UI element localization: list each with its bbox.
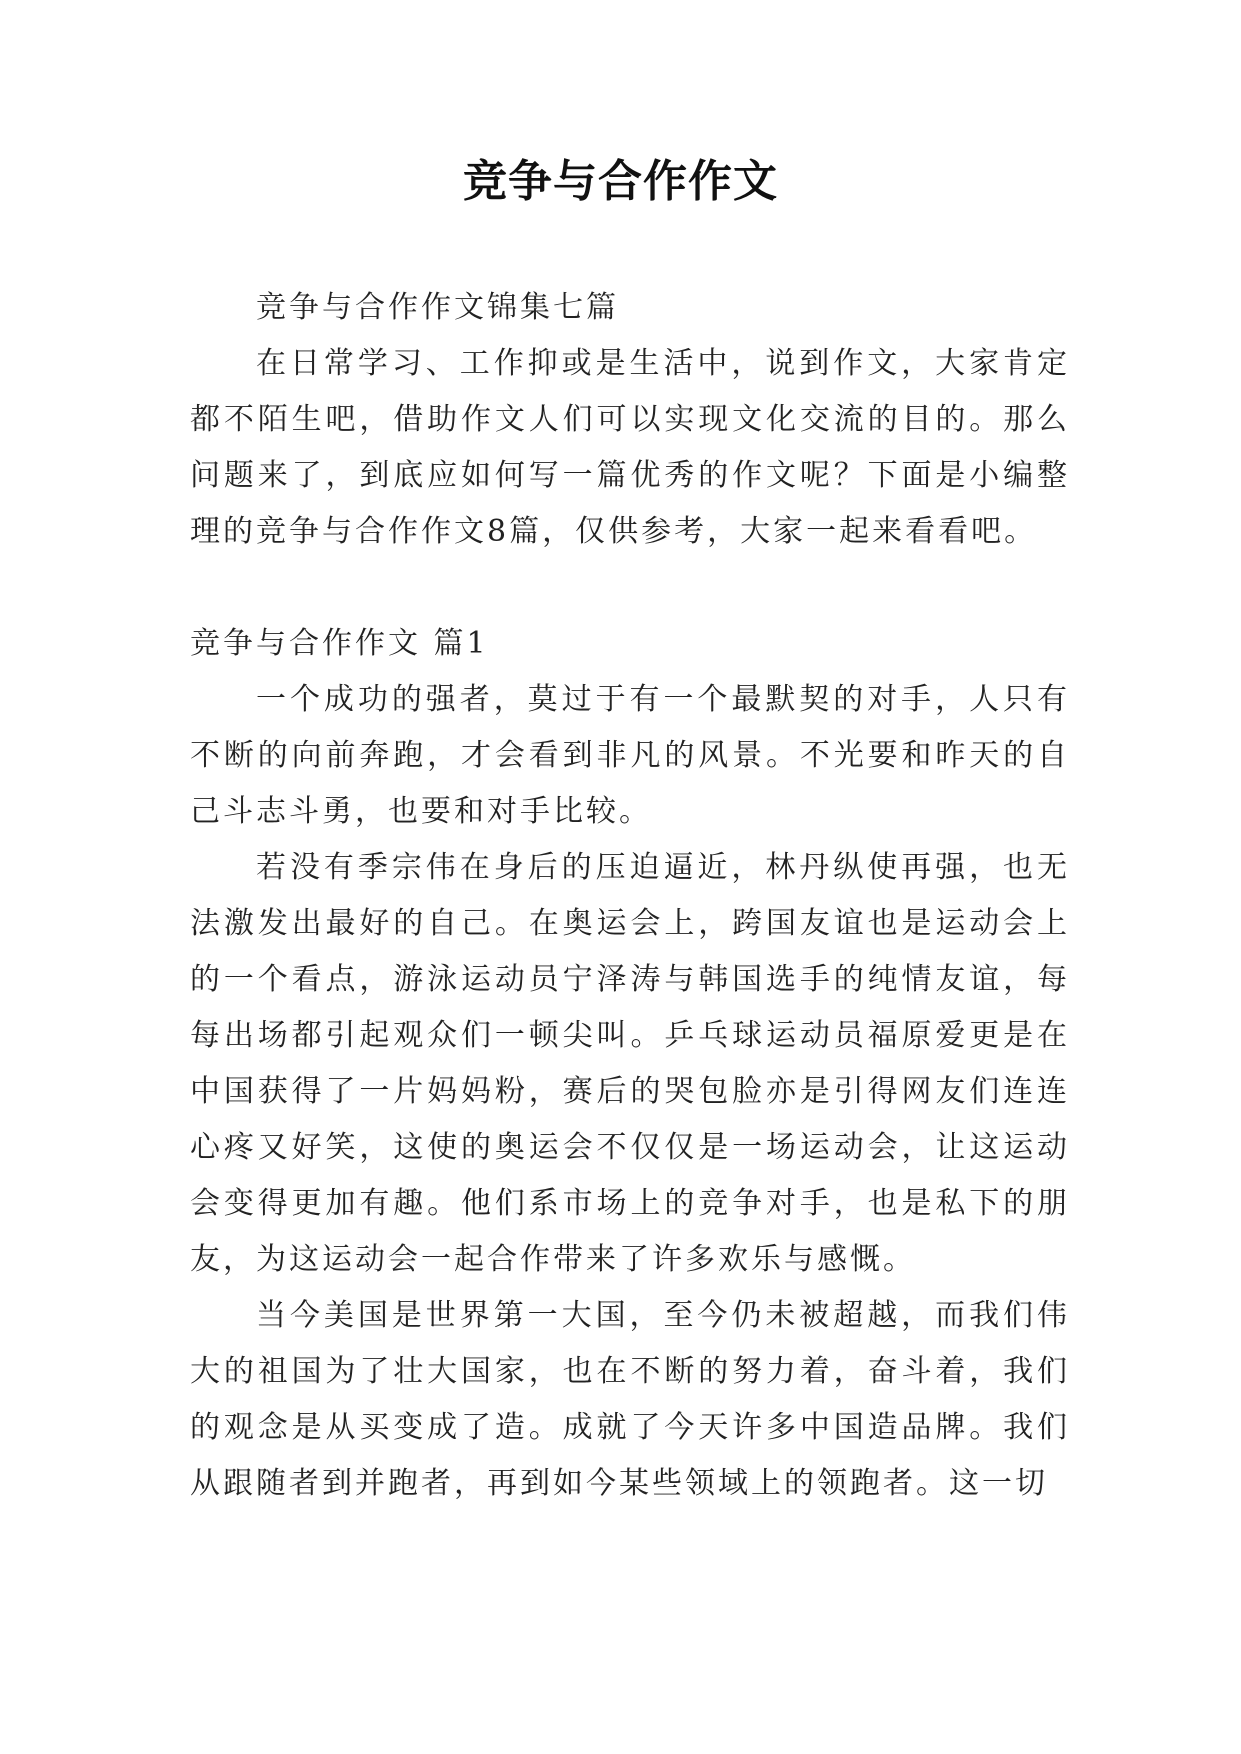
- body-paragraph: 当今美国是世界第一大国，至今仍未被超越，而我们伟大的祖国为了壮大国家，也在不断的努力着，奋斗着，我们的观念是从买变成了造。成就了今天许多中国造品牌。我们从跟随者到并跑者，再到如今某些领域上的领跑者。这一切: [190, 1298, 1070, 1501]
- intro-paragraph: 在日常学习、工作抑或是生活中，说到作文，大家肯定都不陌生吧，借助作文人们可以实现文化交流的目的。那么问题来了，到底应如何写一篇优秀的作文呢？下面是小编整理的竞争与合作作文8篇，仅供参考，大家一起来看看吧。: [190, 346, 1070, 549]
- section-heading: 竞争与合作作文 篇1: [190, 626, 489, 661]
- document-title: 竞争与合作作文: [463, 156, 778, 207]
- document-body: [190, 280, 1070, 1512]
- document-subtitle: 竞争与合作作文锦集七篇: [256, 290, 619, 325]
- body-paragraph: 若没有季宗伟在身后的压迫逼近，林丹纵使再强，也无法激发出最好的自己。在奥运会上，跨国友谊也是运动会上的一个看点，游泳运动员宁泽涛与韩国选手的纯情友谊，每每出场都引起观众们一顿尖叫。乒乓球运动员福原爱更是在中国获得了一片妈妈粉，赛后的哭包脸亦是引得网友们连连心疼又好笑，这使的奥运会不仅仅是一场运动会，让这运动会变得更加有趣。他们系市场上的竞争对手，也是私下的朋友，为这运动会一起合作带来了许多欢乐与感慨。: [190, 850, 1070, 1277]
- body-paragraph: 一个成功的强者，莫过于有一个最默契的对手，人只有不断的向前奔跑，才会看到非凡的风景。不光要和昨天的自己斗志斗勇，也要和对手比较。: [190, 682, 1070, 829]
